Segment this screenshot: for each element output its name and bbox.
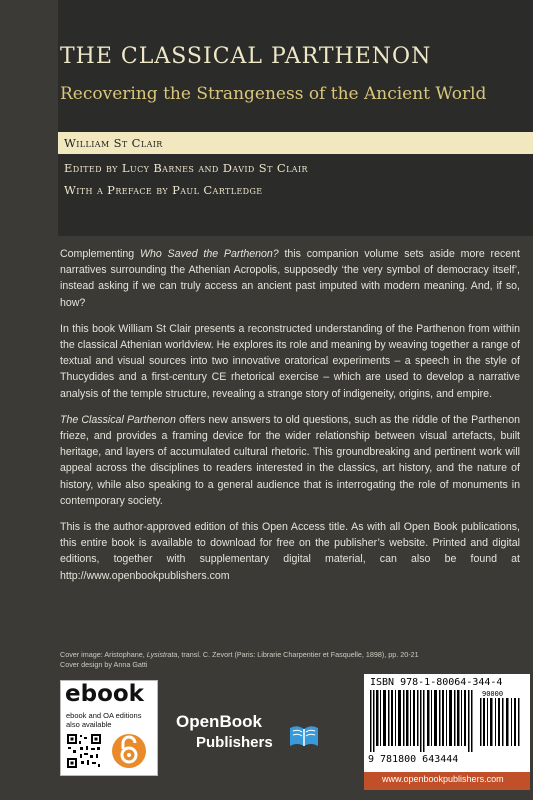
ean-number: 9 781800 643444 <box>368 754 459 765</box>
isbn-label: ISBN 978-1-80064-344-4 <box>370 677 503 688</box>
editors-line: Edited by Lucy Barnes and David St Clair <box>64 161 308 175</box>
url-strip <box>364 772 530 790</box>
open-book-icon <box>288 718 320 750</box>
ebook-availability: ebook and OA editions also available <box>66 711 142 729</box>
barcode-block <box>364 674 530 790</box>
ebook-logo: ebook <box>65 681 144 707</box>
barcode-icon <box>370 690 522 752</box>
barcode-addon: 90000 <box>482 690 504 698</box>
header-band <box>58 0 533 236</box>
cover-design-credit: Cover design by Anna Gatti <box>60 660 148 669</box>
book-subtitle: Recovering the Strangeness of the Ancient World <box>60 84 487 104</box>
publisher-url: www.openbookpublishers.com <box>382 774 504 784</box>
blurb-paragraph-1: Complementing Who Saved the Parthenon? this companion volume sets aside more recent narratives surrounding the Athenian Acropolis, supposedly ‘the very symbol of democracy itself’, instead asking if we can truly access an ancient past imputed with modern meaning. And, if so, how? <box>60 248 521 309</box>
cover-image-credit: Cover image: Aristophane, Lysistrata, transl. C. Zevort (Paris: Librarie Charpentier et Fasquelle, 1898), pp. 20-21 <box>60 650 419 659</box>
author-name: William St Clair <box>64 136 163 150</box>
preface-line: With a Preface by Paul Cartledge <box>64 183 263 197</box>
ebook-badge <box>60 680 158 776</box>
publisher-logo <box>176 712 326 772</box>
publisher-name-line1: OpenBook <box>176 712 262 731</box>
blurb-paragraph-4: This is the author-approved edition of this Open Access title. As with all Open Book publications, this entire book is available to download for free on the publisher’s website. Printed and digital editions, together with supplementary digital material, can also be found at http://www.openbookpublishers.com <box>60 521 520 582</box>
blurb <box>60 246 520 594</box>
book-title: THE CLASSICAL PARTHENON <box>60 44 432 69</box>
qr-code-icon <box>66 733 102 769</box>
blurb-paragraph-2: In this book William St Clair presents a reconstructed understanding of the Parthenon from within the classical Athenian worldview. He explores its role and meaning by weaving together a range of textual and visual sources into two innovative oratorical experiments – a speech in the style of Thucydides and a first-century CE rhetorical exercise – which are used to develop a narrative analysis of the temple structure, revealing a strange story of indigeneity, origins, and empire. <box>60 322 520 400</box>
publisher-name-line2: Publishers <box>196 734 273 751</box>
open-access-icon <box>111 733 147 769</box>
blurb-paragraph-3: The Classical Parthenon offers new answers to old questions, such as the riddle of the Parthenon frieze, and provides a framing device for the wider relationship between visual artefacts, built heritage, and layers of accumulated cultural rhetoric. This groundbreaking and pertinent work will appeal across the disciplines to readers interested in the classics, art history, and the nature of history, while also speaking to a general audience that is interrogating the role of monuments in contemporary society. <box>60 413 520 507</box>
